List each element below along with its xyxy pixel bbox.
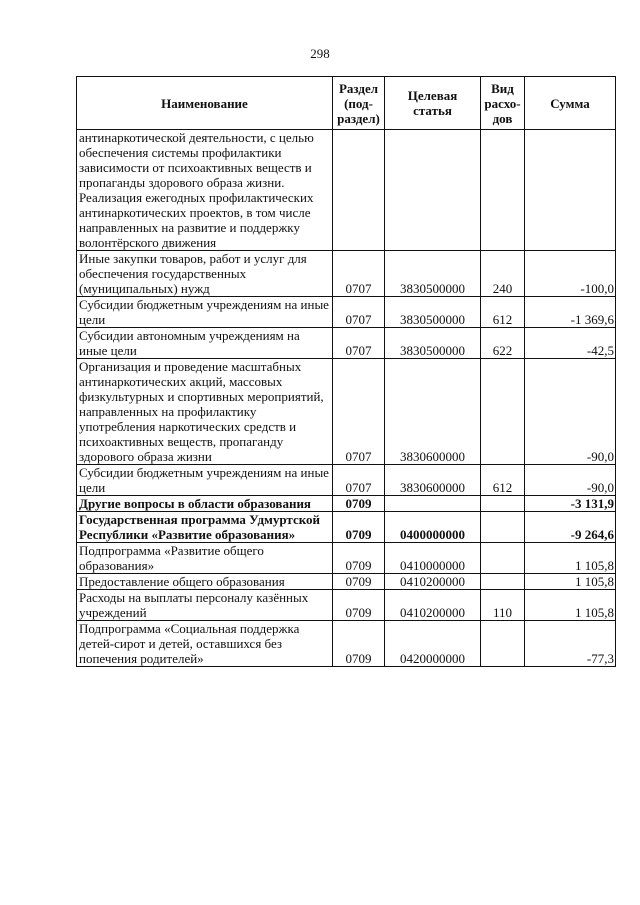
cell-expense-type: [481, 621, 525, 667]
cell-expense-type: [481, 359, 525, 465]
table-row: [77, 328, 616, 359]
cell-name: Субсидии бюджетным учреждениям на иные цели: [77, 465, 333, 496]
cell-name: Организация и проведение масштабных антинаркотических акций, массовых физкультурных и спортивных мероприятий, направленных на профилактику употребления наркотических средств и психоактивных веществ, пропаганду здорового образа жизни: [77, 359, 333, 465]
cell-section: 0707: [333, 465, 385, 496]
table-header-row: [77, 77, 616, 130]
table-row: [77, 465, 616, 496]
cell-name: Подпрограмма «Социальная поддержка детей-сирот и детей, оставшихся без попечения родителей»: [77, 621, 333, 667]
cell-name: антинаркотической деятельности, с целью обеспечения системы профилактики зависимости от психоактивных веществ и пропаганды здорового образа жизни. Реализация ежегодных профилактических антинаркотических проектов, в том числе направленных на развитие и поддержку волонтёрского движения: [77, 130, 333, 251]
cell-amount: -42,5: [525, 328, 616, 359]
cell-target: 3830500000: [385, 328, 481, 359]
cell-section: 0707: [333, 251, 385, 297]
cell-amount: -90,0: [525, 359, 616, 465]
cell-section: 0709: [333, 496, 385, 512]
cell-target: 0400000000: [385, 512, 481, 543]
cell-name: Субсидии автономным учреждениям на иные цели: [77, 328, 333, 359]
cell-target: 3830500000: [385, 297, 481, 328]
header-target: Целевая статья: [385, 77, 481, 130]
cell-amount: -90,0: [525, 465, 616, 496]
cell-amount: -9 264,6: [525, 512, 616, 543]
cell-target: 0420000000: [385, 621, 481, 667]
cell-expense-type: 110: [481, 590, 525, 621]
cell-target: [385, 496, 481, 512]
cell-section: 0709: [333, 512, 385, 543]
cell-expense-type: 240: [481, 251, 525, 297]
table-row: [77, 130, 616, 251]
cell-expense-type: 622: [481, 328, 525, 359]
cell-target: 3830500000: [385, 251, 481, 297]
cell-section: 0709: [333, 621, 385, 667]
cell-expense-type: 612: [481, 297, 525, 328]
header-section: Раздел (под-раздел): [333, 77, 385, 130]
table-row: [77, 543, 616, 574]
cell-target: 3830600000: [385, 359, 481, 465]
cell-target: 3830600000: [385, 465, 481, 496]
table-row: [77, 297, 616, 328]
cell-section: 0709: [333, 574, 385, 590]
cell-name: Другие вопросы в области образования: [77, 496, 333, 512]
cell-amount: 1 105,8: [525, 590, 616, 621]
table-row: [77, 496, 616, 512]
cell-section: 0709: [333, 590, 385, 621]
table-row: [77, 621, 616, 667]
table-row: [77, 251, 616, 297]
cell-section: 0707: [333, 359, 385, 465]
cell-name: Предоставление общего образования: [77, 574, 333, 590]
cell-section: 0709: [333, 543, 385, 574]
cell-target: [385, 130, 481, 251]
cell-expense-type: [481, 543, 525, 574]
page-number: 298: [310, 46, 330, 61]
table-row: [77, 590, 616, 621]
cell-expense-type: [481, 512, 525, 543]
table-row: [77, 574, 616, 590]
header-name: Наименование: [77, 77, 333, 130]
cell-amount: -77,3: [525, 621, 616, 667]
cell-section: 0707: [333, 328, 385, 359]
cell-name: Субсидии бюджетным учреждениям на иные цели: [77, 297, 333, 328]
cell-target: 0410200000: [385, 574, 481, 590]
cell-name: Расходы на выплаты персоналу казённых учреждений: [77, 590, 333, 621]
header-amount: Сумма: [525, 77, 616, 130]
cell-target: 0410000000: [385, 543, 481, 574]
cell-section: [333, 130, 385, 251]
table-row: [77, 359, 616, 465]
cell-section: 0707: [333, 297, 385, 328]
cell-amount: -100,0: [525, 251, 616, 297]
cell-name: Государственная программа Удмуртской Республики «Развитие образования»: [77, 512, 333, 543]
cell-expense-type: 612: [481, 465, 525, 496]
cell-name: Подпрограмма «Развитие общего образования»: [77, 543, 333, 574]
table-row: [77, 512, 616, 543]
cell-amount: 1 105,8: [525, 574, 616, 590]
budget-table: [76, 76, 616, 667]
cell-amount: [525, 130, 616, 251]
cell-target: 0410200000: [385, 590, 481, 621]
cell-amount: -1 369,6: [525, 297, 616, 328]
cell-amount: 1 105,8: [525, 543, 616, 574]
cell-expense-type: [481, 496, 525, 512]
cell-expense-type: [481, 130, 525, 251]
cell-amount: -3 131,9: [525, 496, 616, 512]
cell-name: Иные закупки товаров, работ и услуг для обеспечения государственных (муниципальных) нужд: [77, 251, 333, 297]
cell-expense-type: [481, 574, 525, 590]
header-expense-type: Вид расхо-дов: [481, 77, 525, 130]
